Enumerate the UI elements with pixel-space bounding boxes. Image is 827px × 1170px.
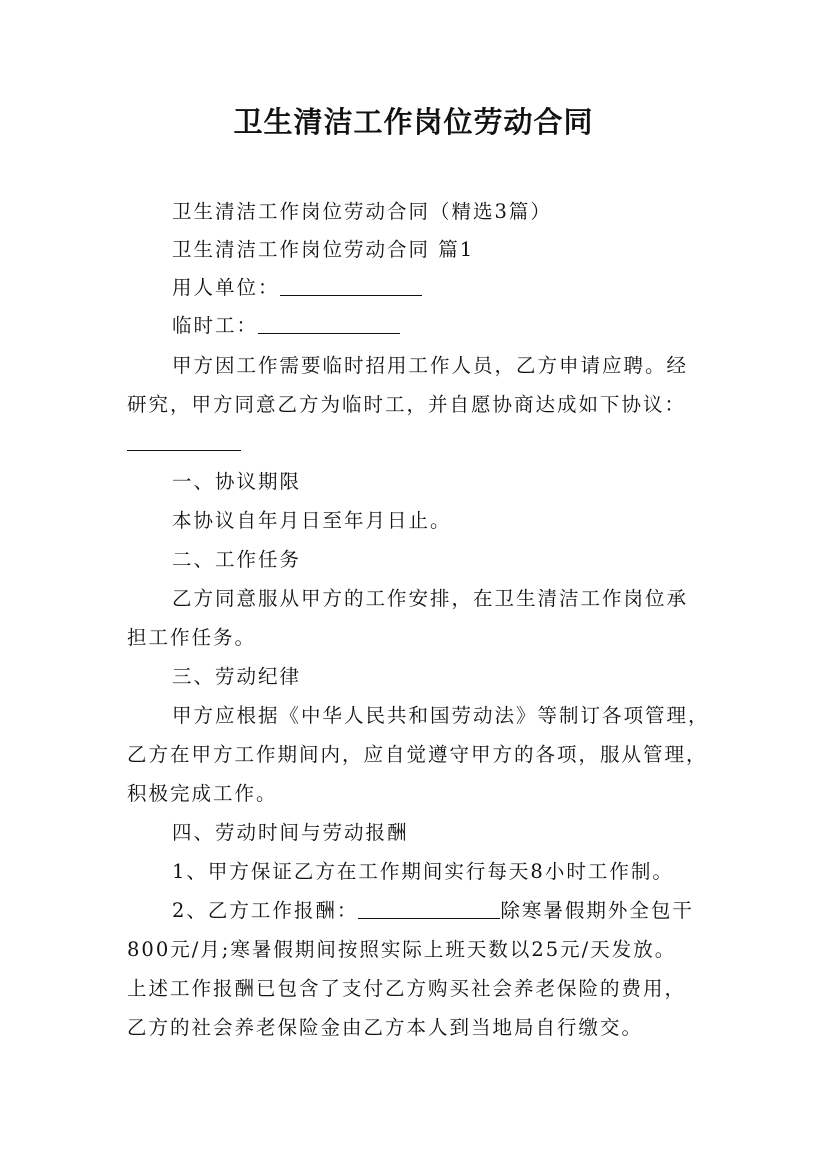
temp-worker-field (172, 307, 707, 345)
clause-heading: 二、工作任务 (172, 548, 302, 571)
paragraph-line: 积极完成工作。 (127, 782, 278, 805)
salary-text: 除寒暑假期外全包干 (500, 899, 694, 922)
section-heading: 卫生清洁工作岗位劳动合同 篇1 (172, 238, 475, 261)
clause-heading: 一、协议期限 (172, 470, 302, 493)
paragraph-line: 研究，甲方同意乙方为临时工，并自愿协商达成如下协议： (127, 393, 687, 416)
employer-field (172, 269, 707, 307)
clause-heading: 四、劳动时间与劳动报酬 (172, 821, 409, 844)
subtitle: 卫生清洁工作岗位劳动合同（精选3篇） (172, 200, 552, 223)
paragraph-line: 上述工作报酬已包含了支付乙方购买社会养老保险的费用， (127, 977, 687, 1000)
paragraph-line: 乙方在甲方工作期间内，应自觉遵守甲方的各项，服从管理， (127, 743, 708, 766)
agreement-blank-line (127, 424, 707, 462)
paragraph-line: 甲方因工作需要临时招用工作人员，乙方申请应聘。经 (172, 354, 689, 377)
paragraph-line: 担工作任务。 (127, 626, 257, 649)
paragraph-line: 甲方应根据《中华人民共和国劳动法》等制订各项管理， (172, 704, 710, 727)
paragraph-line: 乙方同意服从甲方的工作安排，在卫生清洁工作岗位承 (172, 587, 689, 610)
paragraph-line: 本协议自年月日至年月日止。 (172, 509, 452, 532)
salary-line (172, 892, 707, 930)
paragraph-line: 800元/月;寒暑假期间按照实际上班天数以25元/天发放。 (127, 938, 677, 961)
clause-heading: 三、劳动纪律 (172, 665, 302, 688)
salary-label: 2、乙方工作报酬： (172, 899, 359, 922)
paragraph-line: 乙方的社会养老保险金由乙方本人到当地局自行缴交。 (127, 1016, 644, 1039)
employer-blank (280, 275, 422, 296)
agreement-blank (127, 430, 241, 451)
temp-worker-label: 临时工： (172, 314, 259, 337)
temp-worker-blank (258, 313, 400, 334)
salary-blank (358, 898, 500, 919)
document-title: 卫生清洁工作岗位劳动合同 (233, 105, 594, 139)
employer-label: 用人单位： (172, 276, 280, 299)
paragraph-line: 1、甲方保证乙方在工作期间实行每天8小时工作制。 (172, 860, 674, 883)
